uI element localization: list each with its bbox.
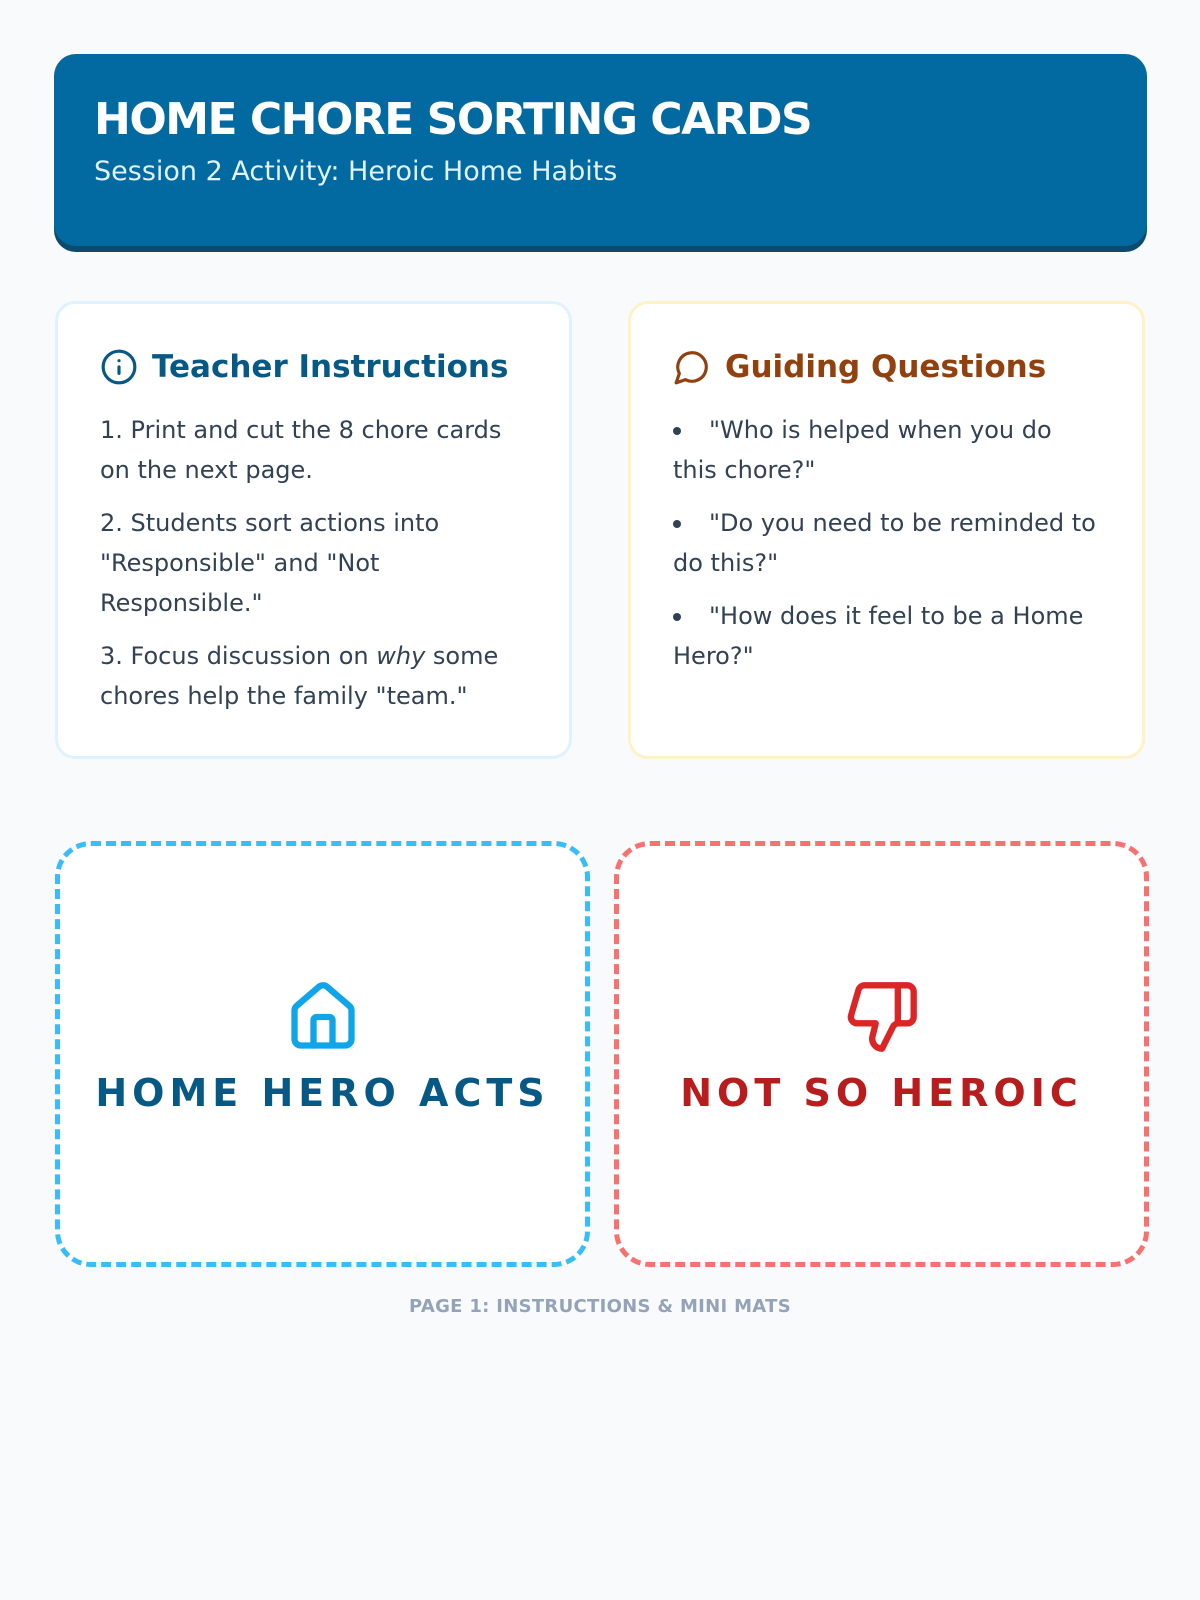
guiding-questions-heading xyxy=(673,348,1102,386)
question-item xyxy=(673,410,1102,490)
teacher-instructions-title: Teacher Instructions xyxy=(152,349,509,385)
instruction-step-text: 3. Focus discussion on xyxy=(100,642,377,670)
question-text: "Who is helped when you do this chore?" xyxy=(673,416,1052,484)
page-footer: PAGE 1: INSTRUCTIONS & MINI MATS xyxy=(409,1296,791,1317)
home-hero-mat-label: HOME HERO ACTS xyxy=(95,1071,550,1115)
question-list xyxy=(673,410,1102,676)
instruction-step: 2. Students sort actions into "Responsible" and "Not Responsible." xyxy=(100,509,440,617)
question-item xyxy=(673,596,1102,676)
page-title: HOME CHORE SORTING CARDS xyxy=(94,94,812,145)
instruction-step: 1. Print and cut the 8 chore cards on the next page. xyxy=(100,416,502,484)
thumbs-down-icon xyxy=(844,979,920,1055)
instruction-step xyxy=(100,636,529,716)
info-icon xyxy=(100,348,138,386)
instruction-step-emphasis: why xyxy=(376,642,426,670)
speech-bubble-icon xyxy=(673,348,711,386)
question-text: "Do you need to be reminded to do this?" xyxy=(673,509,1096,577)
guiding-questions-title: Guiding Questions xyxy=(725,349,1047,385)
header-banner xyxy=(54,54,1147,246)
home-hero-mat xyxy=(55,841,590,1267)
not-so-heroic-mat-label: NOT SO HEROIC xyxy=(680,1071,1083,1115)
page-subtitle: Session 2 Activity: Heroic Home Habits xyxy=(94,156,618,188)
instruction-steps xyxy=(100,410,529,716)
bullet-icon xyxy=(673,427,681,435)
home-icon xyxy=(285,979,361,1055)
not-so-heroic-mat xyxy=(614,841,1149,1267)
teacher-instructions-heading xyxy=(100,348,529,386)
instruction-step-text: some chores help the family "team." xyxy=(100,642,499,710)
bullet-icon xyxy=(673,613,681,621)
guiding-questions-card xyxy=(628,301,1145,759)
teacher-instructions-card xyxy=(55,301,572,759)
bullet-icon xyxy=(673,520,681,528)
question-item xyxy=(673,503,1102,583)
question-text: "How does it feel to be a Home Hero?" xyxy=(673,602,1084,670)
